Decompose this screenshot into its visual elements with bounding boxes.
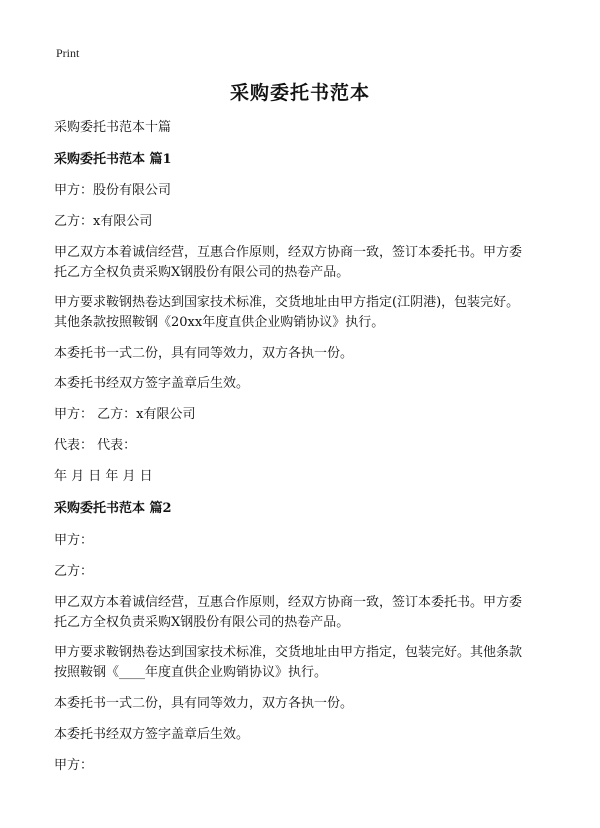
section-1-party-b: 乙方：x有限公司: [54, 214, 153, 229]
section-1-heading: 采购委托书范本 篇1: [54, 152, 172, 167]
section-2-para-1-line-1: 甲乙双方本着诚信经营，互惠合作原则，经双方协商一致，签订本委托书。甲方委: [54, 595, 523, 610]
section-1-para-3: 本委托书一式二份，具有同等效力，双方各执一份。: [54, 346, 354, 361]
section-1-signature-parties: 甲方： 乙方：x有限公司: [54, 407, 196, 422]
section-2-party-b: 乙方：: [54, 564, 94, 579]
section-1-party-a: 甲方：股份有限公司: [54, 183, 172, 198]
section-2-signature-party-a: 甲方：: [54, 758, 94, 773]
section-2-heading: 采购委托书范本 篇2: [54, 501, 172, 516]
page-title: 采购委托书范本: [229, 82, 370, 104]
section-1-signature-reps: 代表： 代表：: [54, 438, 137, 453]
section-1-para-2-line-2: 其他条款按照鞍钢《20xx年度直供企业购销协议》执行。: [54, 315, 385, 330]
section-2-para-3: 本委托书一式二份，具有同等效力，双方各执一份。: [54, 696, 354, 711]
section-1-signature-dates: 年 月 日 年 月 日: [54, 469, 153, 484]
section-2-party-a: 甲方：: [54, 533, 94, 548]
section-1-para-1-line-1: 甲乙双方本着诚信经营，互惠合作原则，经双方协商一致，签订本委托书。甲方委: [54, 245, 523, 260]
section-2-para-2-line-1: 甲方要求鞍钢热卷达到国家技术标准，交货地址由甲方指定，包装完好。其他条款: [54, 645, 523, 660]
section-2-para-4: 本委托书经双方签字盖章后生效。: [54, 727, 250, 742]
section-2-para-2-line-2: 按照鞍钢《____年度直供企业购销协议》执行。: [54, 665, 328, 680]
intro-text: 采购委托书范本十篇: [54, 120, 172, 135]
section-2-para-1-line-2: 托乙方全权负责采购X钢股份有限公司的热卷产品。: [54, 615, 350, 630]
section-1-para-2-line-1: 甲方要求鞍钢热卷达到国家技术标准，交货地址由甲方指定(江阴港)，包装完好。: [54, 295, 520, 310]
print-label[interactable]: Print: [56, 46, 80, 60]
section-1-para-1-line-2: 托乙方全权负责采购X钢股份有限公司的热卷产品。: [54, 265, 350, 280]
section-1-para-4: 本委托书经双方签字盖章后生效。: [54, 376, 250, 391]
